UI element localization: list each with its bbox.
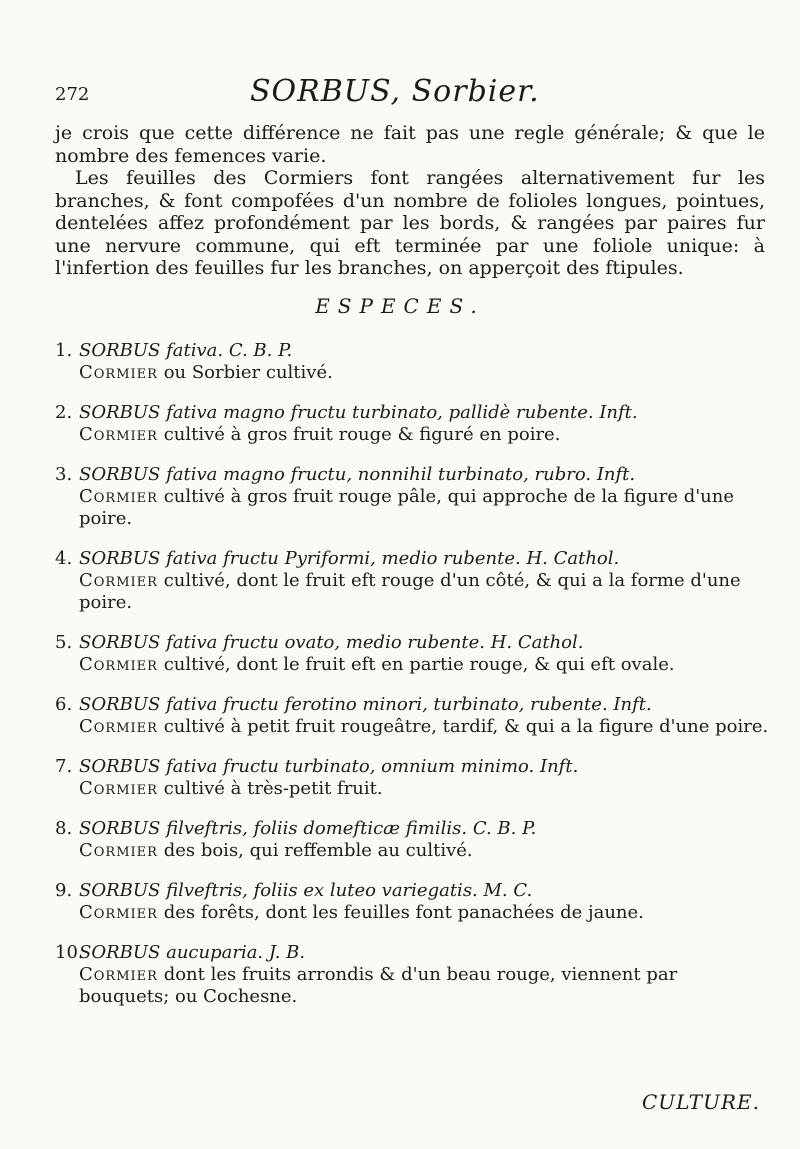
latin-name: SORBUS fativa fructu ovato, medio rubente. H. Cathol. xyxy=(79,632,584,653)
species-entry xyxy=(55,402,770,446)
french-description: cultivé à gros fruit rouge pâle, qui approche de la figure d'une poire. xyxy=(79,486,735,529)
entry-number: 5. xyxy=(55,632,73,653)
french-description: cultivé à très-petit fruit. xyxy=(163,778,383,799)
french-description: cultivé, dont le fruit eft en partie rouge, & qui eft ovale. xyxy=(163,654,675,675)
intro-text xyxy=(55,122,765,280)
page-header xyxy=(55,74,755,114)
species-entry xyxy=(55,818,770,862)
entry-number: 3. xyxy=(55,464,73,485)
french-description: cultivé à gros fruit rouge & figuré en poire. xyxy=(163,424,561,445)
french-lead: Cormier xyxy=(79,716,158,737)
french-description: cultivé, dont le fruit eft rouge d'un côté, & qui a la forme d'une poire. xyxy=(79,570,741,613)
french-description: des forêts, dont les feuilles font panachées de jaune. xyxy=(163,902,644,923)
entry-number: 8. xyxy=(55,818,73,839)
french-lead: Cormier xyxy=(79,964,158,985)
entry-number: 6. xyxy=(55,694,73,715)
french-description: ou Sorbier cultivé. xyxy=(163,362,333,383)
entry-number: 1. xyxy=(55,340,73,361)
latin-name: SORBUS aucuparia. J. B. xyxy=(79,942,306,963)
entry-number: 9. xyxy=(55,880,73,901)
latin-name: SORBUS fativa. C. B. P. xyxy=(79,340,293,361)
running-title: SORBUS, Sorbier. xyxy=(250,74,540,109)
latin-name: SORBUS filveftris, foliis ex luteo variegatis. M. C. xyxy=(79,880,533,901)
french-description: dont les fruits arrondis & d'un beau rouge, viennent par bouquets; ou Cochesne. xyxy=(79,964,678,1007)
french-lead: Cormier xyxy=(79,570,158,591)
latin-name: SORBUS filveftris, foliis domefticæ fimilis. C. B. P. xyxy=(79,818,537,839)
french-description: cultivé à petit fruit rougeâtre, tardif, & qui a la figure d'une poire. xyxy=(163,716,769,737)
entry-number: 7. xyxy=(55,756,73,777)
french-lead: Cormier xyxy=(79,840,158,861)
species-entry xyxy=(55,632,770,676)
french-lead: Cormier xyxy=(79,424,158,445)
catchword: CULTURE. xyxy=(641,1090,760,1114)
french-lead: Cormier xyxy=(79,362,158,383)
species-entry xyxy=(55,548,770,614)
french-lead: Cormier xyxy=(79,778,158,799)
page-number: 272 xyxy=(55,84,90,105)
intro-paragraph: Les feuilles des Cormiers font rangées alternativement fur les branches, & font compofées d'un nombre de folioles longues, pointues, dentelées affez profondément par les bords, & rangées par paires fur une nervure commune, qui eft terminée par une foliole unique: à l'infertion des feuilles fur les branches, on apperçoit des ftipules. xyxy=(55,167,765,279)
species-entry xyxy=(55,942,770,1008)
species-entry xyxy=(55,756,770,800)
latin-name: SORBUS fativa magno fructu turbinato, pallidè rubente. Inft. xyxy=(79,402,638,423)
entry-number: 2. xyxy=(55,402,73,423)
species-entry xyxy=(55,464,770,530)
latin-name: SORBUS fativa fructu ferotino minori, turbinato, rubente. Inft. xyxy=(79,694,652,715)
entry-number: 10. xyxy=(55,942,84,963)
species-entry xyxy=(55,340,770,384)
french-lead: Cormier xyxy=(79,486,158,507)
french-description: des bois, qui reffemble au cultivé. xyxy=(163,840,473,861)
french-lead: Cormier xyxy=(79,654,158,675)
latin-name: SORBUS fativa fructu turbinato, omnium minimo. Inft. xyxy=(79,756,579,777)
intro-paragraph: je crois que cette différence ne fait pas une regle générale; & que le nombre des femences varie. xyxy=(55,122,765,167)
latin-name: SORBUS fativa fructu Pyriformi, medio rubente. H. Cathol. xyxy=(79,548,620,569)
section-title: ESPECES. xyxy=(315,294,485,318)
species-list xyxy=(55,340,770,1026)
french-lead: Cormier xyxy=(79,902,158,923)
species-entry xyxy=(55,694,770,738)
species-entry xyxy=(55,880,770,924)
latin-name: SORBUS fativa magno fructu, nonnihil turbinato, rubro. Inft. xyxy=(79,464,636,485)
entry-number: 4. xyxy=(55,548,73,569)
